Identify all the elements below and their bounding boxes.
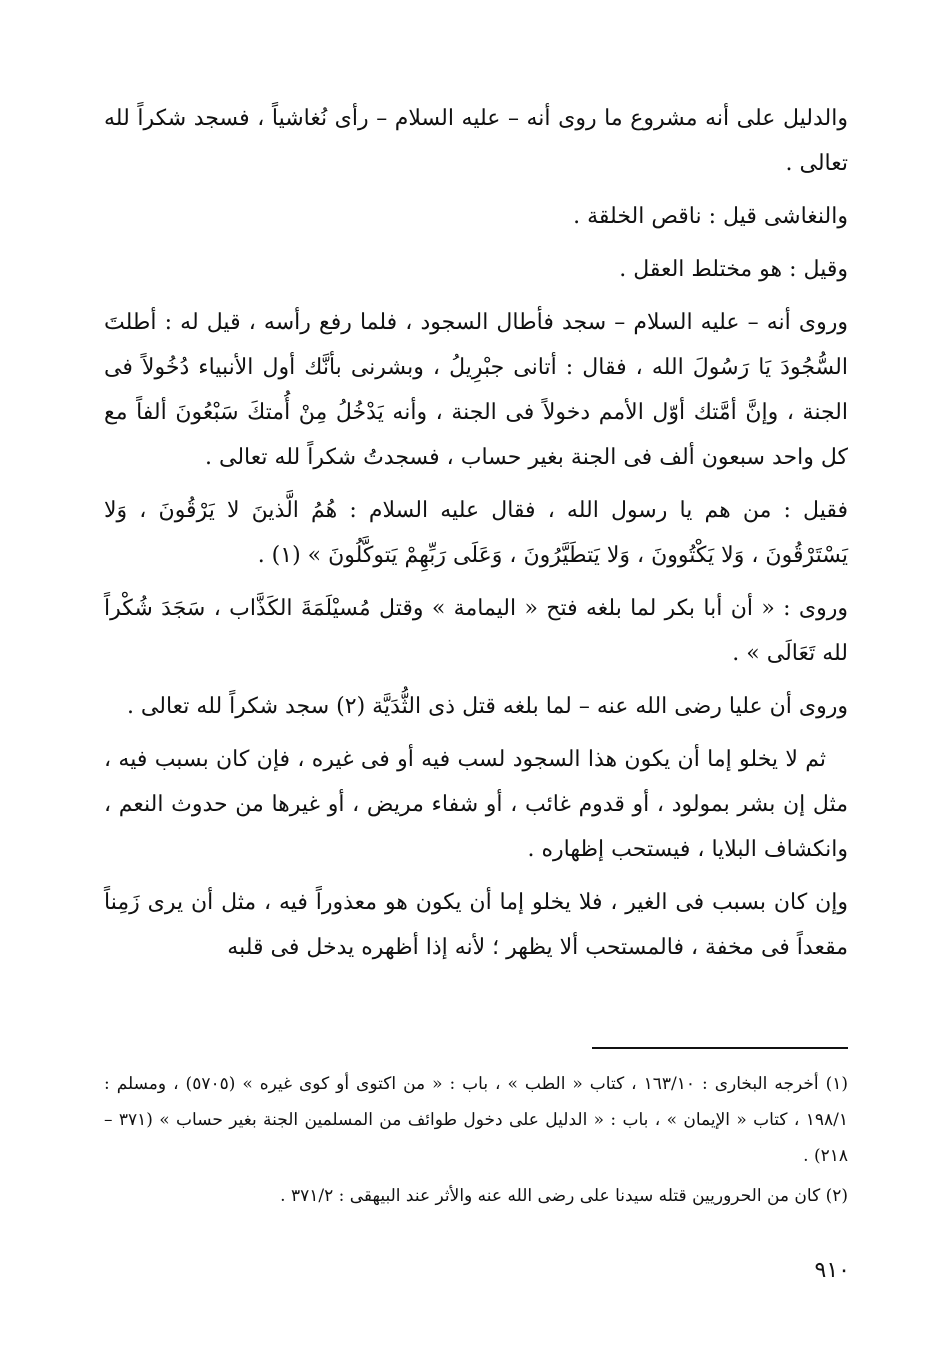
- footnote-1: (١) أخرجه البخارى : ١٦٣/١٠ ، كتاب « الطب » ، باب : « من اكتوى أو كوى غيره » (٥٧٠٥) ، ومسلم : ١٩٨/١ ، كتاب « الإيمان » ، باب : « الدليل على دخول طوائف من المسلمين الجنة بغير حساب » (٣٧١ – ٢١٨) .: [104, 1074, 849, 1166]
- footnote-separator: [592, 1047, 848, 1049]
- paragraph-definition-1: والنغاشى قيل : ناقص الخلقة .: [573, 204, 848, 229]
- page-number: ٩١٠: [814, 1258, 850, 1283]
- paragraph-rule-other: وإن كان بسبب فى الغير ، فلا يخلو إما أن يكون هو معذوراً فيه ، مثل أن يرى زَمِناً مقعداً فى مخفة ، فالمستحب ألا يظهر ؛ لأنه إذا أظهره يدخل فى قلبه: [104, 890, 848, 960]
- paragraph-definition-2: وقيل : هو مختلط العقل .: [619, 257, 848, 282]
- paragraph-abu-bakr: وروى : « أن أبا بكر لما بلغه فتح « اليمامة » وقتل مُسيْلَمَةَ الكَذَّاب ، سَجَدَ شُكْراً لله تَعَالَى » .: [104, 596, 848, 666]
- paragraph-rule-self: ثم لا يخلو إما أن يكون هذا السجود لسب فيه أو فى غيره ، فإن كان بسبب فيه ، مثل إن بشر بمولود ، أو قدوم غائب ، أو شفاء مريض ، أو غيرها من حدوث النعم ، وانكشاف البلايا ، فيستحب إظهاره .: [104, 747, 848, 862]
- paragraph-evidence: والدليل على أنه مشروع ما روى أنه – عليه السلام – رأى نُغاشياً ، فسجد شكراً لله تعالى .: [104, 106, 848, 176]
- paragraph-question: فقيل : من هم يا رسول الله ، فقال عليه السلام : هُمُ الَّذينَ لا يَرْقُونَ ، وَلا يَسْتَرْقُونَ ، وَلا يَكْتُوونَ ، وَلا يَتطَيَّرُونَ ، وَعَلَى رَبِّهِمْ يَتوكَّلُونَ » (١) .: [104, 498, 848, 568]
- footnote-2: (٢) كان من الحروريين قتله سيدنا على رضى الله عنه والأثر عند البيهقى : ٣٧١/٢ .: [280, 1186, 848, 1206]
- footnotes: [104, 1066, 848, 1218]
- paragraph-hadith: وروى أنه – عليه السلام – سجد فأطال السجود ، فلما رفع رأسه ، قيل له : أطلتَ السُّجُودَ يَا رَسُولَ الله ، فقال : أتانى جبْرِيلُ ، وبشرنى بأنَّك أول الأنبياء دُخُولاً فى الجنة ، وإنَّ أمَّتك أوّل الأمم دخولاً فى الجنة ، وأنه يَدْخُلُ مِنْ أُمتكَ سَبْعُونَ ألفاً مع كل واحد سبعون ألف فى الجنة بغير حساب ، فسجدتُ شكراً لله تعالى .: [104, 310, 848, 470]
- main-text: [104, 96, 848, 978]
- paragraph-ali: وروى أن عليا رضى الله عنه – لما بلغه قتل ذى الثُّدَيَّة (٢) سجد شكراً لله تعالى .: [126, 694, 848, 719]
